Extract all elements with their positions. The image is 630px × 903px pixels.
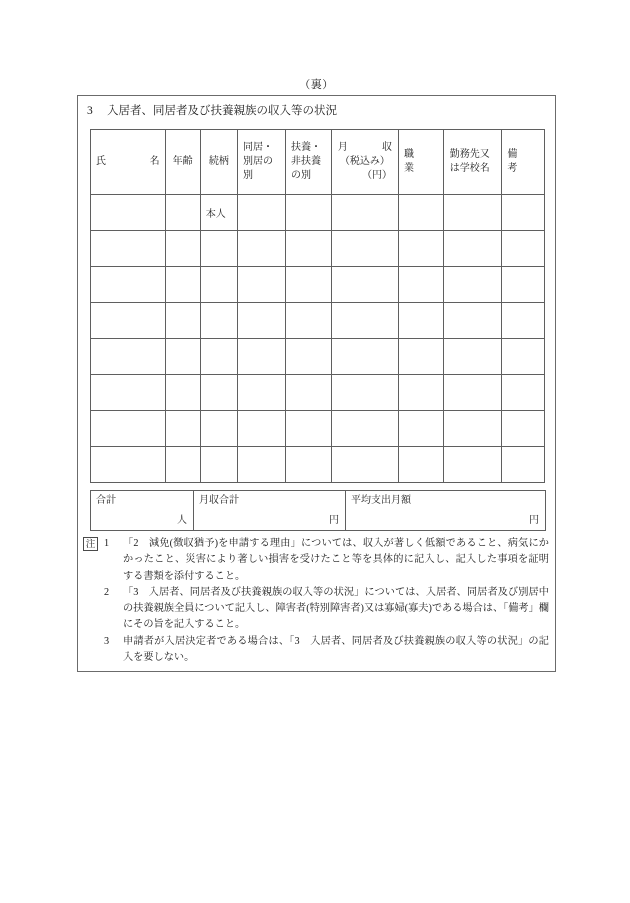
notes-list [83, 536, 549, 666]
note-text: 「2 減免(徴収猶予)を申請する理由」については、収入が著しく低額であること、病気にかかったこと、災害により著しい損害を受けたこと等を具体的に記入し、記入した事項を証明する書類を添付すること。 [123, 538, 549, 582]
cell-workplace[interactable] [443, 195, 502, 231]
income-status-table [90, 129, 545, 483]
cell-relation[interactable] [200, 447, 237, 483]
cell-occupation[interactable] [398, 303, 443, 339]
cell-residence[interactable] [238, 447, 286, 483]
section-title: 入居者、同居者及び扶養親族の収入等の状況 [107, 105, 337, 117]
cell-dependency[interactable] [286, 339, 332, 375]
cell-name[interactable] [91, 411, 166, 447]
note-item [103, 634, 549, 667]
cell-remarks[interactable] [502, 303, 545, 339]
total-people-label: 合計 [96, 495, 116, 506]
cell-occupation[interactable] [398, 447, 443, 483]
column-header-income-line-2: （税込み） [339, 156, 390, 167]
cell-relation[interactable] [200, 339, 237, 375]
average-expenditure-unit: 円 [529, 515, 539, 526]
note-number: 2 [104, 586, 110, 598]
column-header-income-line-3: （円） [361, 170, 392, 181]
total-monthly-income-label: 月収合計 [199, 495, 239, 506]
cell-name[interactable] [91, 447, 166, 483]
cell-remarks[interactable] [502, 195, 545, 231]
cell-relation[interactable] [200, 411, 237, 447]
cell-remarks[interactable] [502, 411, 545, 447]
table-header-row [91, 130, 545, 195]
table-row [91, 447, 545, 483]
cell-workplace[interactable] [443, 267, 502, 303]
cell-age[interactable] [165, 303, 200, 339]
column-header-dependency-line-3: の別 [291, 170, 311, 181]
cell-dependency[interactable] [286, 411, 332, 447]
cell-residence[interactable] [238, 303, 286, 339]
column-header-remarks [502, 130, 545, 195]
section-number: 3 [87, 105, 93, 117]
column-header-residence-line-1: 同居・ [243, 142, 274, 153]
column-header-income-line-1: 月 収 [337, 142, 392, 153]
cell-residence[interactable] [238, 195, 286, 231]
cell-workplace[interactable] [443, 447, 502, 483]
column-header-name [91, 130, 166, 195]
note-text: 申請者が入居決定者である場合は、「3 入居者、同居者及び扶養親族の収入等の状況」の記入を要しない。 [123, 635, 549, 664]
cell-relation[interactable]: 本人 [200, 195, 237, 231]
cell-dependency[interactable] [286, 231, 332, 267]
notes-block [83, 536, 549, 666]
total-monthly-income-cell[interactable] [194, 491, 346, 531]
cell-workplace[interactable] [443, 303, 502, 339]
total-people-unit: 人 [177, 515, 187, 526]
cell-income[interactable] [331, 411, 398, 447]
column-header-dependency-type [286, 130, 332, 195]
cell-name[interactable] [91, 339, 166, 375]
cell-remarks[interactable] [502, 375, 545, 411]
cell-name[interactable] [91, 375, 166, 411]
cell-remarks[interactable] [502, 339, 545, 375]
column-header-occupation-label: 職 業 [403, 149, 434, 174]
total-monthly-income-unit: 円 [329, 515, 339, 526]
cell-occupation[interactable] [398, 231, 443, 267]
note-text: 「3 入居者、同居者及び扶養親族の収入等の状況」については、入居者、同居者及び別居中の扶養親族全員について記入し、障害者(特別障害者)又は寡婦(寡夫)である場合は、「備考」欄にその旨を記入すること。 [123, 586, 549, 631]
notes-marker: 注 [83, 537, 98, 551]
cell-dependency[interactable] [286, 267, 332, 303]
cell-income[interactable] [331, 447, 398, 483]
column-header-monthly-income [331, 130, 398, 195]
cell-dependency[interactable] [286, 375, 332, 411]
column-header-name-label: 氏 名 [96, 156, 160, 167]
cell-relation[interactable] [200, 231, 237, 267]
table-row [91, 303, 545, 339]
cell-relation[interactable] [200, 303, 237, 339]
cell-occupation[interactable] [398, 375, 443, 411]
cell-dependency[interactable] [286, 447, 332, 483]
totals-table [90, 490, 546, 531]
cell-residence[interactable] [238, 339, 286, 375]
cell-workplace[interactable] [443, 375, 502, 411]
page-side-label: （裏） [299, 79, 334, 91]
cell-residence[interactable] [238, 375, 286, 411]
cell-residence[interactable] [238, 267, 286, 303]
column-header-residence-type [238, 130, 286, 195]
section-heading [87, 103, 337, 119]
cell-income[interactable] [331, 267, 398, 303]
cell-income[interactable] [331, 303, 398, 339]
cell-income[interactable] [331, 195, 398, 231]
cell-occupation[interactable] [398, 411, 443, 447]
note-item [103, 585, 549, 634]
total-people-cell[interactable] [91, 491, 194, 531]
cell-workplace[interactable] [443, 231, 502, 267]
cell-remarks[interactable] [502, 447, 545, 483]
cell-age[interactable] [165, 267, 200, 303]
cell-dependency[interactable] [286, 303, 332, 339]
cell-residence[interactable] [238, 411, 286, 447]
note-number: 1 [104, 538, 110, 549]
column-header-workplace-line-1: 勤務先又 [449, 149, 490, 160]
note-number: 3 [104, 635, 110, 647]
column-header-dependency-line-2: 非扶養 [291, 156, 321, 167]
table-row [91, 411, 545, 447]
cell-name[interactable] [91, 267, 166, 303]
table-row [91, 375, 545, 411]
table-row [91, 231, 545, 267]
cell-age[interactable] [165, 231, 200, 267]
cell-workplace[interactable] [443, 339, 502, 375]
cell-occupation[interactable] [398, 195, 443, 231]
cell-dependency[interactable] [286, 195, 332, 231]
cell-name[interactable] [91, 195, 166, 231]
average-expenditure-cell[interactable] [346, 491, 546, 531]
column-header-workplace-or-school [443, 130, 502, 195]
table-row [91, 195, 545, 231]
column-header-relation [200, 130, 237, 195]
column-header-relation-label: 続柄 [208, 156, 229, 167]
cell-remarks[interactable] [502, 267, 545, 303]
column-header-dependency-line-1: 扶養・ [291, 142, 321, 153]
cell-workplace[interactable] [443, 411, 502, 447]
cell-relation[interactable] [200, 375, 237, 411]
column-header-age [165, 130, 200, 195]
cell-income[interactable] [331, 339, 398, 375]
cell-age[interactable] [165, 411, 200, 447]
cell-age[interactable] [165, 375, 200, 411]
column-header-occupation [398, 130, 443, 195]
cell-age[interactable] [165, 339, 200, 375]
column-header-age-label: 年齢 [172, 156, 193, 167]
totals-row [91, 491, 546, 531]
note-item [103, 536, 549, 585]
cell-age[interactable] [165, 195, 200, 231]
column-header-remarks-label: 備 考 [507, 149, 538, 174]
cell-income[interactable] [331, 231, 398, 267]
cell-name[interactable] [91, 231, 166, 267]
cell-occupation[interactable] [398, 267, 443, 303]
table-row [91, 267, 545, 303]
column-header-workplace-line-2: は学校名 [449, 163, 490, 174]
cell-income[interactable] [331, 375, 398, 411]
cell-name[interactable] [91, 303, 166, 339]
column-header-residence-line-3: 別 [243, 170, 254, 181]
average-expenditure-label: 平均支出月額 [351, 495, 411, 506]
cell-occupation[interactable] [398, 339, 443, 375]
cell-age[interactable] [165, 447, 200, 483]
table-row [91, 339, 545, 375]
cell-remarks[interactable] [502, 231, 545, 267]
cell-relation[interactable] [200, 267, 237, 303]
form-outer-frame [77, 95, 556, 672]
cell-residence[interactable] [238, 231, 286, 267]
column-header-residence-line-2: 別居の [243, 156, 274, 167]
